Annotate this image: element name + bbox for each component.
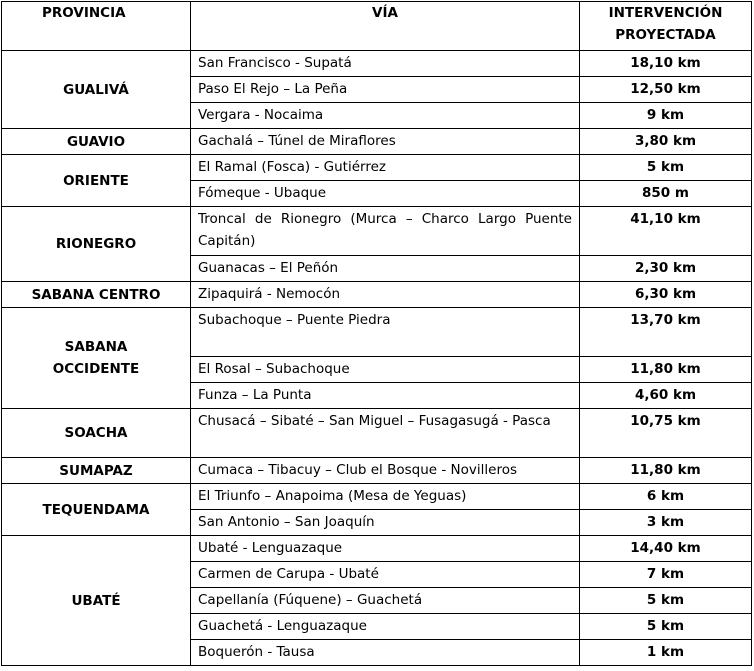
table-row bbox=[2, 155, 752, 181]
table-row bbox=[2, 282, 752, 308]
table-row bbox=[2, 129, 752, 155]
provincia-label: ORIENTE bbox=[63, 172, 129, 189]
via-cell: Funza – La Punta bbox=[191, 383, 580, 409]
provincia-cell bbox=[2, 484, 191, 536]
intervencion-cell: 12,50 km bbox=[580, 77, 752, 103]
via-cell: Chusacá – Sibaté – San Miguel – Fusagasugá - Pasca bbox=[191, 409, 580, 458]
provincia-label: SOACHA bbox=[64, 425, 128, 441]
via-cell: Carmen de Carupa - Ubaté bbox=[191, 562, 580, 588]
via-cell: Vergara - Nocaima bbox=[191, 103, 580, 129]
intervencion-cell: 3,80 km bbox=[580, 129, 752, 155]
provincia-label-line2: OCCIDENTE bbox=[52, 361, 140, 377]
via-cell: Fómeque - Ubaque bbox=[191, 181, 580, 207]
provincia-label-line1: SABANA bbox=[64, 339, 128, 355]
via-cell: El Rosal – Subachoque bbox=[191, 357, 580, 383]
provincia-label: GUALIVÁ bbox=[63, 81, 129, 98]
table-row bbox=[2, 51, 752, 77]
provincia-cell bbox=[2, 51, 191, 129]
via-cell: Cumaca – Tibacuy – Club el Bosque - Novilleros bbox=[191, 458, 580, 484]
intervencion-cell: 4,60 km bbox=[580, 383, 752, 409]
via-cell: Guanacas – El Peñón bbox=[191, 256, 580, 282]
header-intervencion-line1: INTERVENCIÓN bbox=[608, 5, 723, 21]
via-cell: Gachalá – Túnel de Miraflores bbox=[191, 129, 580, 155]
intervencion-cell: 10,75 km bbox=[580, 409, 752, 458]
provincia-cell bbox=[2, 409, 191, 458]
provincia-label: UBATÉ bbox=[71, 592, 121, 609]
header-provincia: PROVINCIA bbox=[2, 2, 191, 51]
provincia-label: SUMAPAZ bbox=[59, 462, 133, 479]
via-cell: El Triunfo – Anapoima (Mesa de Yeguas) bbox=[191, 484, 580, 510]
intervencion-cell: 13,70 km bbox=[580, 308, 752, 357]
table-row bbox=[2, 409, 752, 458]
intervencion-cell: 18,10 km bbox=[580, 51, 752, 77]
via-cell: Ubaté - Lenguazaque bbox=[191, 536, 580, 562]
via-cell: San Antonio – San Joaquín bbox=[191, 510, 580, 536]
via-cell: San Francisco - Supatá bbox=[191, 51, 580, 77]
provincia-label: RIONEGRO bbox=[55, 236, 137, 252]
provincia-cell bbox=[2, 282, 191, 308]
intervencion-cell: 7 km bbox=[580, 562, 752, 588]
provincia-cell bbox=[2, 207, 191, 282]
intervencion-cell: 5 km bbox=[580, 614, 752, 640]
table-row bbox=[2, 308, 752, 357]
table-row bbox=[2, 536, 752, 562]
intervencion-cell: 11,80 km bbox=[580, 357, 752, 383]
intervencion-cell: 2,30 km bbox=[580, 256, 752, 282]
provincia-cell bbox=[2, 155, 191, 207]
intervencion-cell: 3 km bbox=[580, 510, 752, 536]
intervencion-cell: 5 km bbox=[580, 155, 752, 181]
via-cell: El Ramal (Fosca) - Gutiérrez bbox=[191, 155, 580, 181]
intervencion-cell: 14,40 km bbox=[580, 536, 752, 562]
header-row bbox=[2, 2, 752, 51]
header-intervencion bbox=[580, 2, 752, 51]
via-cell: Boquerón - Tausa bbox=[191, 640, 580, 666]
intervencion-cell: 6 km bbox=[580, 484, 752, 510]
provincia-label: TEQUENDAMA bbox=[42, 501, 150, 518]
provincia-cell bbox=[2, 308, 191, 409]
header-intervencion-line2: PROYECTADA bbox=[615, 27, 716, 43]
provincia-cell bbox=[2, 536, 191, 666]
intervencion-cell: 9 km bbox=[580, 103, 752, 129]
intervencion-cell: 5 km bbox=[580, 588, 752, 614]
provincia-cell bbox=[2, 129, 191, 155]
intervencion-cell: 41,10 km bbox=[580, 207, 752, 256]
table-row bbox=[2, 207, 752, 256]
provincia-label: SABANA CENTRO bbox=[31, 286, 161, 303]
provincia-cell bbox=[2, 458, 191, 484]
intervencion-cell: 850 m bbox=[580, 181, 752, 207]
header-via: VÍA bbox=[191, 2, 580, 51]
intervencion-cell: 6,30 km bbox=[580, 282, 752, 308]
via-cell: Paso El Rejo – La Peña bbox=[191, 77, 580, 103]
table-row bbox=[2, 458, 752, 484]
via-cell: Zipaquirá - Nemocón bbox=[191, 282, 580, 308]
vias-table bbox=[1, 1, 752, 666]
intervencion-cell: 11,80 km bbox=[580, 458, 752, 484]
table-row bbox=[2, 484, 752, 510]
via-cell: Troncal de Rionegro (Murca – Charco Largo Puente Capitán) bbox=[191, 207, 580, 256]
via-cell: Capellanía (Fúquene) – Guachetá bbox=[191, 588, 580, 614]
intervencion-cell: 1 km bbox=[580, 640, 752, 666]
provincia-label: GUAVIO bbox=[66, 133, 126, 150]
via-cell: Subachoque – Puente Piedra bbox=[191, 308, 580, 357]
via-cell: Guachetá - Lenguazaque bbox=[191, 614, 580, 640]
